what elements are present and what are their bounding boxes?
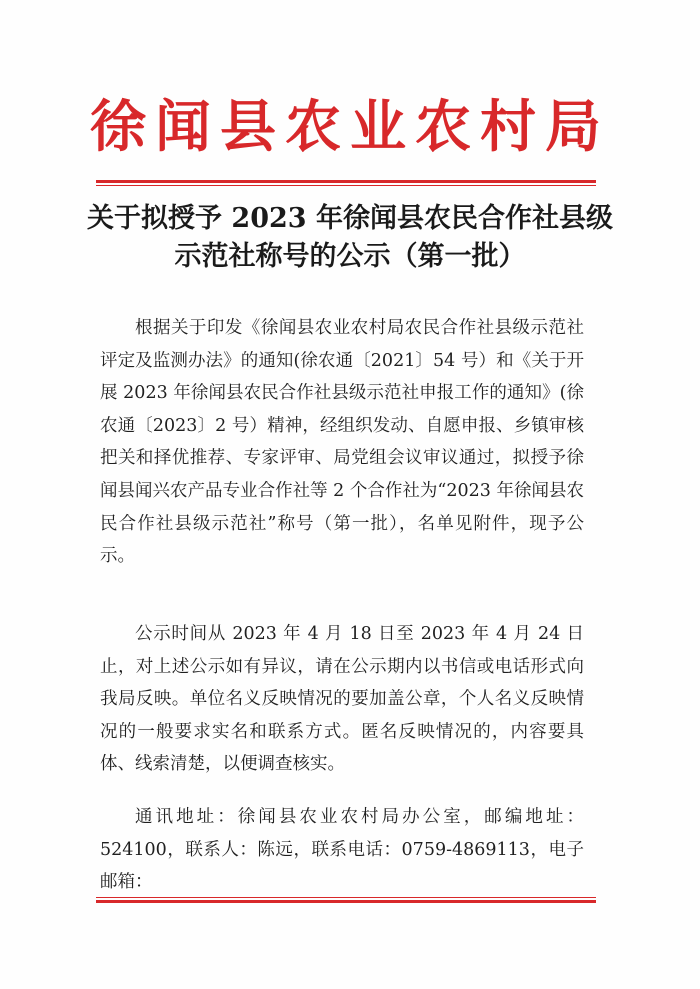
footer-red-rule-thin (96, 897, 596, 898)
paragraph-contact: 通讯地址：徐闻县农业农村局办公室，邮编地址：524100，联系人：陈远，联系电话：0759-4869113，电子邮箱： (100, 807, 584, 893)
title-line-1: 关于拟授予 2023 年徐闻县农民合作社县级 (87, 203, 613, 234)
paragraph-period: 公示时间从 2023 年 4 月 18 日至 2023 年 4 月 24 日止，对上述公示如有异议，请在公示期内以书信或电话形式向我局反映。单位名义反映情况的要加盖公章，个人名义反映情况的一般要求实名和联系方式。匿名反映情况的，内容要具体、线索清楚，以便调查核实。 (100, 624, 584, 775)
footer-red-rule-thick (96, 900, 596, 903)
organization-header: 徐闻县农业农村局 (90, 94, 610, 160)
header-red-rule-thick (96, 180, 596, 183)
header-red-rule-thin (96, 185, 596, 186)
title-line-2: 示范社称号的公示（第一批） (174, 241, 526, 272)
paragraph-basis: 根据关于印发《徐闻县农业农村局农民合作社县级示范社评定及监测办法》的通知(徐农通〔2021〕54 号）和《关于开展 2023 年徐闻县农民合作社县级示范社申报工作的通知》(徐农通〔2023〕2 号）精神，经组织发动、自愿申报、乡镇审核把关和择优推荐、专家评审、局党组会议审议通过，拟授予徐闻县闻兴农产品专业合作社等 2 个合作社为“2023 年徐闻县农民合作社县级示范社”称号（第一批），名单见附件，现予公示。 (100, 318, 584, 567)
document-title (80, 200, 620, 276)
